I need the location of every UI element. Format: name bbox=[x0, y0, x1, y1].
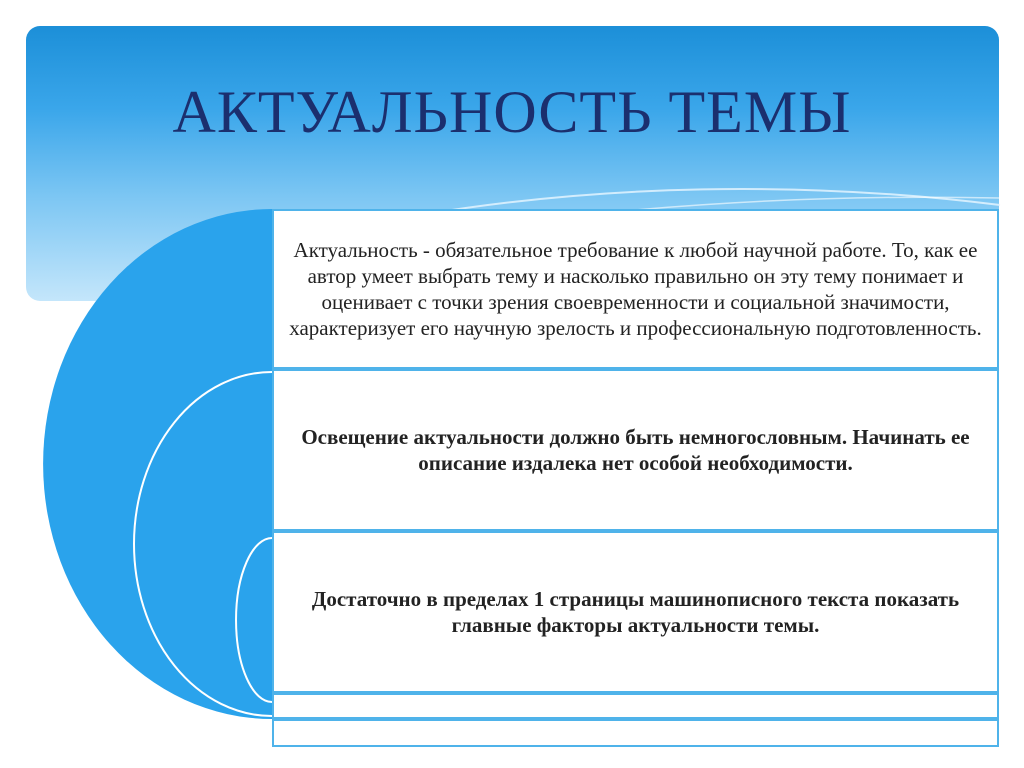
panel-brevity bbox=[272, 369, 999, 531]
panel-relevance-definition bbox=[272, 209, 999, 369]
panel-empty-2 bbox=[272, 719, 999, 747]
panel-2-text: Освещение актуальности должно быть немногословным. Начинать ее описание издалека нет особой необходимости. bbox=[301, 425, 970, 475]
panel-3-text: Достаточно в пределах 1 страницы машинописного текста показать главные факторы актуальности темы. bbox=[311, 587, 960, 637]
slide-title: АКТУАЛЬНОСТЬ ТЕМЫ bbox=[172, 79, 852, 145]
panel-length bbox=[272, 531, 999, 693]
panel-1-text: Актуальность - обязательное требование к любой научной работе. То, как ее автор умеет выбрать тему и насколько правильно он эту тему понимает и оценивает с точки зрения своевременности и социальной значимости, характеризует его научную зрелость и профессиональную подготовленность. bbox=[289, 238, 982, 340]
panel-empty-1 bbox=[272, 693, 999, 719]
